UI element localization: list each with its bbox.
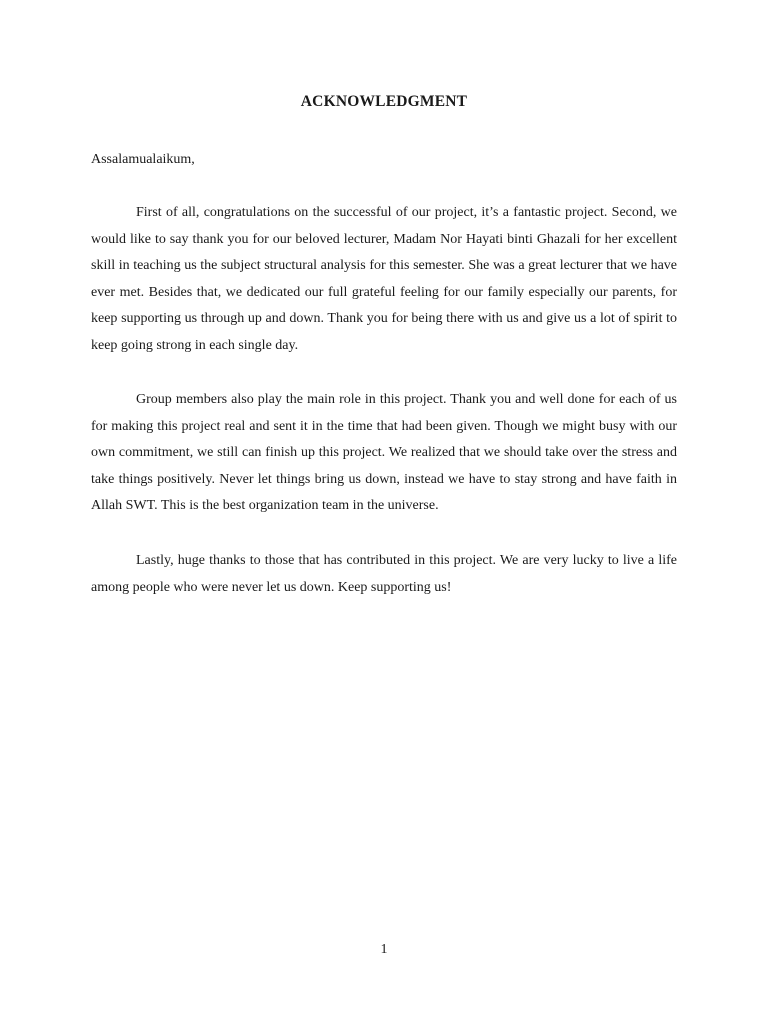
paragraph-1: First of all, congratulations on the successful of our project, it’s a fantastic project. Second, we would like to say thank you for our beloved lecturer, Madam Nor Hayati binti Ghazali for her excellent skill in teaching us the subject structural analysis for this semester. She was a great lecturer that we have ever met. Besides that, we dedicated our full grateful feeling for our family especially our parents, for keep supporting us through up and down. Thank you for being there with us and give us a lot of spirit to keep going strong in each single day. (91, 205, 677, 353)
paragraph-3: Lastly, huge thanks to those that has contributed in this project. We are very lucky to live a life among people who were never let us down. Keep supporting us! (91, 553, 677, 595)
page-title: ACKNOWLEDGMENT (300, 93, 468, 110)
greeting: Assalamualaikum, (91, 152, 195, 167)
paragraph-2: Group members also play the main role in this project. Thank you and well done for each of us for making this project real and sent it in the time that had been given. Though we might busy with our own commitment, we still can finish up this project. We realized that we should take over the stress and take things positively. Never let things bring us down, instead we have to stay strong and have faith in Allah SWT. This is the best organization team in the universe. (91, 392, 677, 514)
page-number: 1 (380, 942, 388, 957)
